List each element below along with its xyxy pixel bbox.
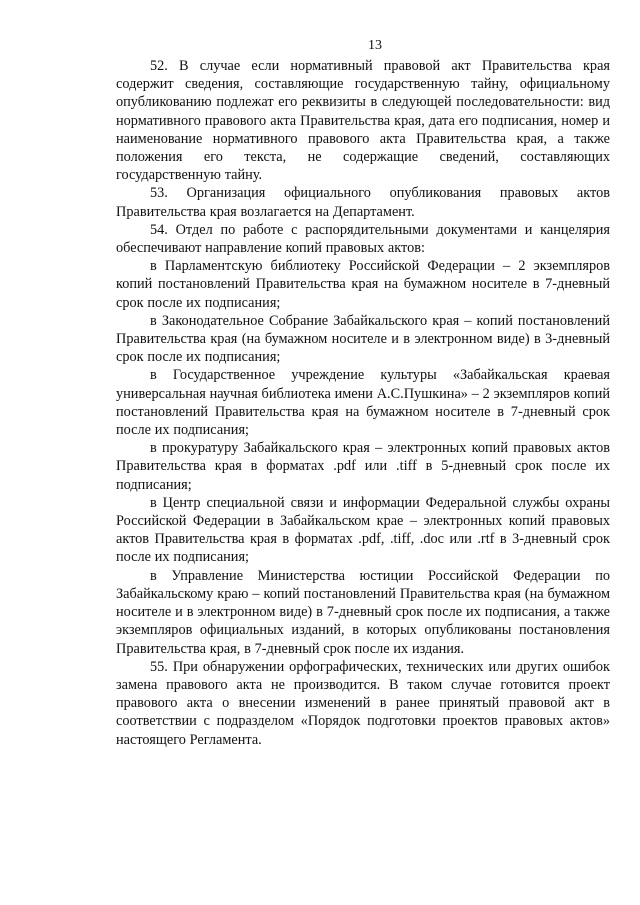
paragraph-54: 54. Отдел по работе с распорядительными документами и канцелярия обеспечивают направление копий правовых актов:: [116, 221, 610, 257]
paragraph-53: 53. Организация официального опубликования правовых актов Правительства края возлагается на Департамент.: [116, 185, 610, 220]
list-item-prosecutor-office: в прокуратуру Забайкальского края – электронных копий правовых актов Правительства края в форматах .pdf или .tiff в 5-дневный срок после их подписания;: [116, 440, 610, 493]
list-item-legislative-assembly: в Законодательное Собрание Забайкальского края – копий постановлений Правительства края (на бумажном носителе и в электронном виде) в 3-дневный срок после их подписания;: [116, 312, 610, 366]
paragraph-55: 55. При обнаружении орфографических, технических или других ошибок замена правового акта не производится. В таком случае готовится проект правового акта о внесении изменений в ранее принятый правовой акт в соответствии с подразделом «Порядок подготовки проектов правовых актов» настоящего Регламента.: [116, 658, 610, 748]
page-number: 13: [368, 38, 382, 53]
list-item-parliamentary-library: в Парламентскую библиотеку Российской Федерации – 2 экземпляров копий постановлений Правительства края на бумажном носителе в 7-дневный срок после их подписания;: [116, 258, 610, 311]
list-item-ministry-of-justice: в Управление Министерства юстиции Российской Федерации по Забайкальскому краю – копий постановлений Правительства края (на бумажном носителе и в электронном виде) в 7-дневный срок после их подписания, а также экземпляров официальных изданий, в которых опубликованы постановления Правительства края, в 7-дневный срок после их издания.: [116, 567, 610, 657]
list-item-regional-library: в Государственное учреждение культуры «Забайкальская краевая универсальная научная библиотека имени А.С.Пушкина» – 2 экземпляров копий постановлений Правительства края на бумажном носителе в 7-дневный срок после их подписания;: [116, 367, 611, 439]
list-item-special-communications-center: в Центр специальной связи и информации Федеральной службы охраны Российской Федерации в Забайкальском крае – электронных копий правовых актов Правительства края в форматах .pdf, .tiff, .doc или .rtf в 3-дневный срок после их подписания;: [116, 494, 610, 566]
paragraph-52: 52. В случае если нормативный правовой акт Правительства края содержит сведения, составляющие государственную тайну, официальному опубликованию подлежат его реквизиты в следующей последовательности: вид нормативного правового акта Правительства края, дата его подписания, номер и наименование нормативного правового акта Правительства края, а также положения его текста, не содержащие сведений, составляющих государственную тайну.: [116, 58, 610, 184]
